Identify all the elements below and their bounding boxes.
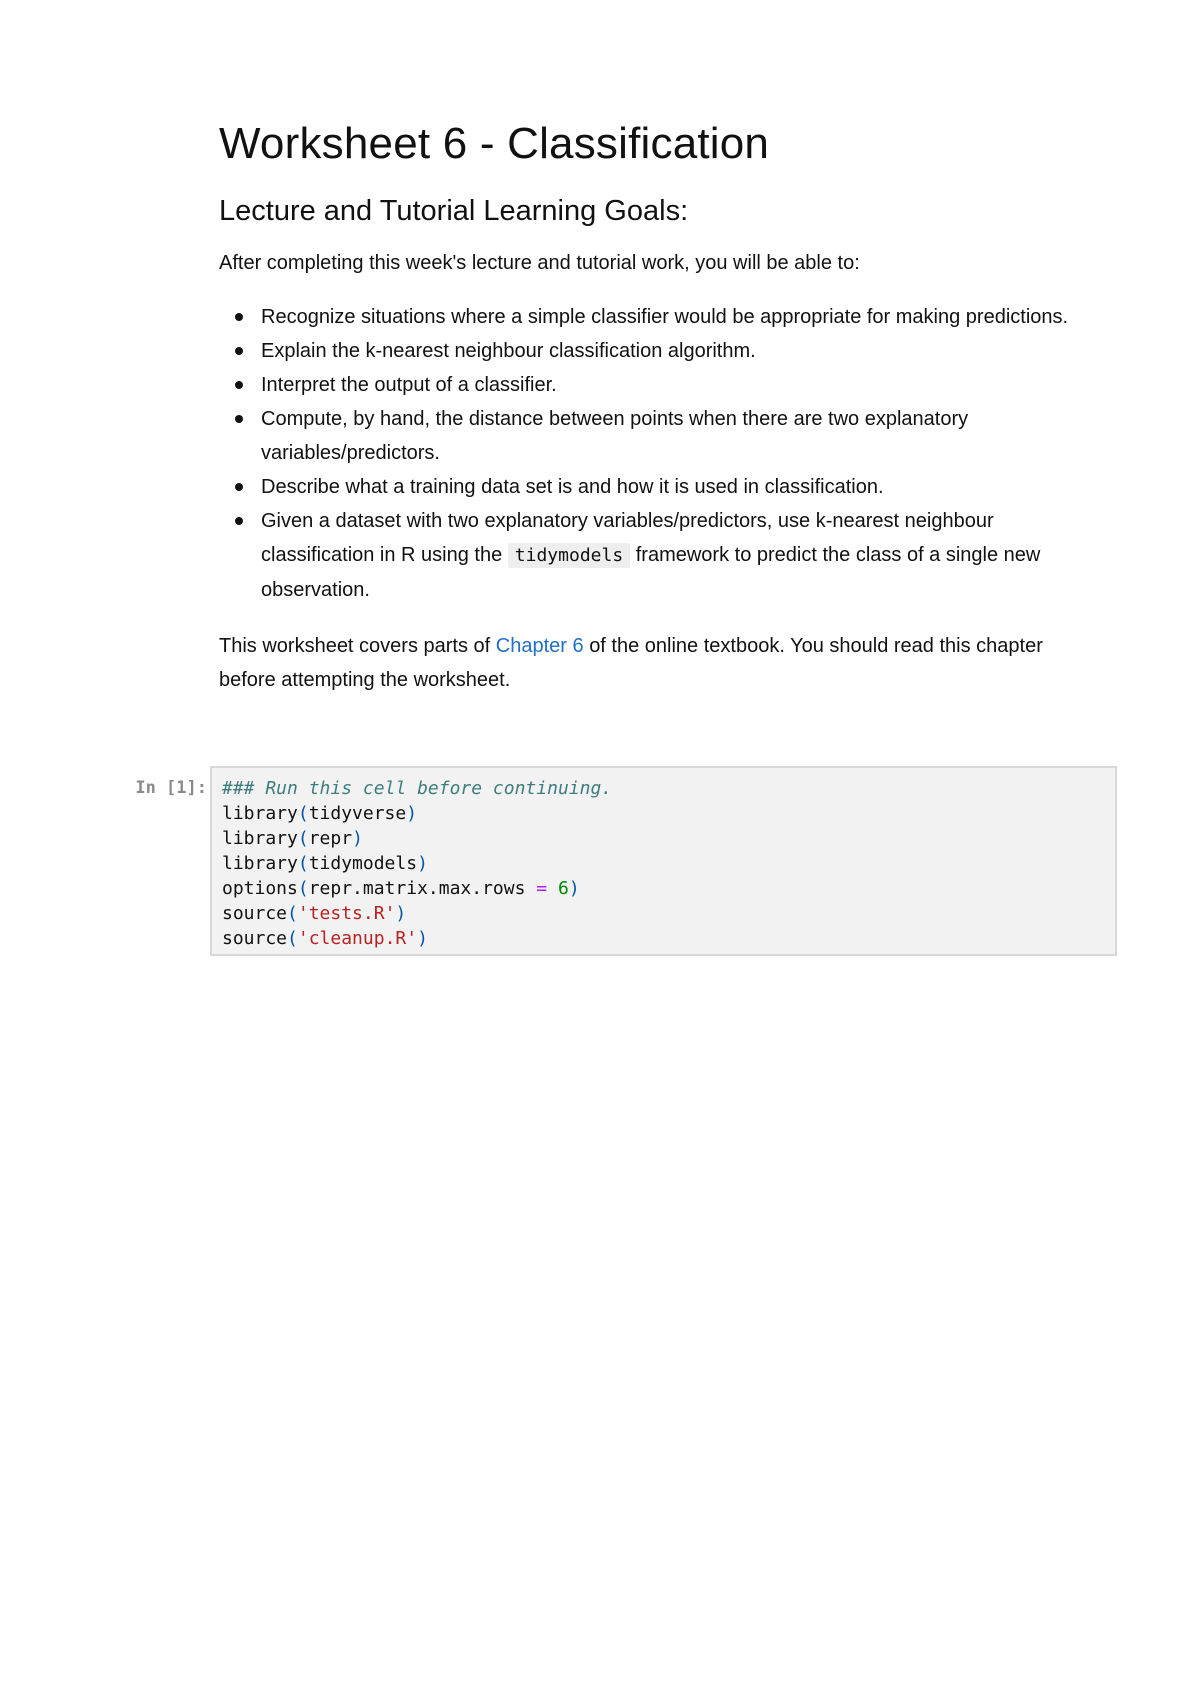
- code-editor[interactable]: [210, 766, 1117, 956]
- markdown-cell[interactable]: [219, 112, 1069, 697]
- bullet-icon: [235, 415, 243, 423]
- list-item: Compute, by hand, the distance between points when there are two explanatory variables/predictors.: [261, 402, 1069, 470]
- list-item: Interpret the output of a classifier.: [261, 368, 1069, 402]
- bullet-icon: [235, 517, 243, 525]
- code-line: options(repr.matrix.max.rows = 6): [222, 878, 580, 899]
- learning-goals-list: [219, 300, 1069, 607]
- input-prompt: In [1]:: [135, 778, 207, 798]
- list-item: Recognize situations where a simple classifier would be appropriate for making predictions.: [261, 300, 1069, 334]
- intro-paragraph: After completing this week's lecture and tutorial work, you will be able to:: [219, 252, 860, 274]
- list-item: Given a dataset with two explanatory variables/predictors, use k-nearest neighbour classification in R using the tidymodels framework to predict the class of a single new observation.: [261, 504, 1069, 607]
- code-line: library(tidyverse): [222, 803, 418, 824]
- code-text: [212, 768, 1115, 951]
- chapter-link[interactable]: Chapter 6: [495, 635, 584, 657]
- code-line: source('tests.R'): [222, 903, 407, 924]
- code-comment: ### Run this cell before continuing.: [222, 778, 613, 799]
- page-title: Worksheet 6 - Classification: [219, 119, 770, 168]
- bullet-icon: [235, 483, 243, 491]
- bullet-icon: [235, 313, 243, 321]
- list-item: Describe what a training data set is and how it is used in classification.: [261, 470, 1069, 504]
- code-line: library(tidymodels): [222, 853, 428, 874]
- code-line: library(repr): [222, 828, 363, 849]
- bullet-icon: [235, 347, 243, 355]
- bullet-icon: [235, 381, 243, 389]
- list-item: Explain the k-nearest neighbour classification algorithm.: [261, 334, 1069, 368]
- inline-code: tidymodels: [508, 543, 630, 568]
- section-heading: Lecture and Tutorial Learning Goals:: [219, 195, 689, 227]
- textbook-paragraph: This worksheet covers parts of Chapter 6 of the online textbook. You should read this chapter before attempting the worksheet.: [219, 635, 1043, 691]
- code-line: source('cleanup.R'): [222, 928, 428, 949]
